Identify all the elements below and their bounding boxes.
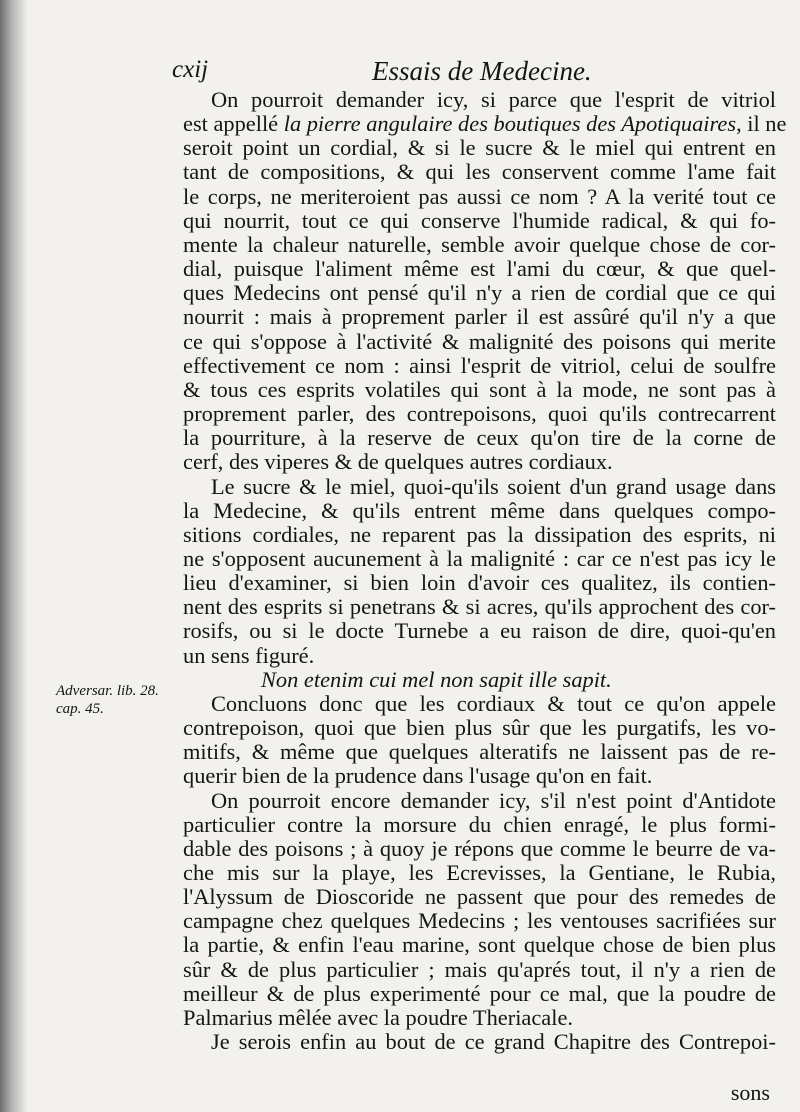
- text-line: [183, 354, 776, 378]
- text-line: [183, 330, 776, 354]
- line-text: nourrit : mais à proprement parler il est assûré qu'il n'y a que: [183, 304, 776, 330]
- line-text: ce qui s'oppose à l'activité & malignité des poisons qui merite: [183, 328, 776, 354]
- line-text: On pourroit encore demander icy, s'il n'est point d'Antidote: [211, 787, 776, 813]
- text-line: [183, 813, 776, 837]
- line-text: & tous ces esprits volatiles qui sont à la mode, ne sont pas à: [183, 376, 776, 402]
- catchword: sons: [730, 1080, 770, 1105]
- text-line: [183, 523, 776, 547]
- line-text: mente la chaleur naturelle, semble avoir quelque chose de cor-: [183, 231, 776, 257]
- line-text: est appellé: [183, 111, 284, 137]
- text-line: [183, 160, 776, 184]
- line-text: la partie, & enfin l'eau marine, sont quelque chose de bien plus: [183, 932, 776, 958]
- line-text: proprement parler, des contrepoisons, quoi qu'ils contrecarrent: [183, 401, 776, 427]
- text-line: [183, 281, 776, 305]
- text-line: [183, 257, 776, 281]
- margin-note-line: cap. 45.: [56, 701, 104, 717]
- text-line: [183, 619, 776, 643]
- line-text: sitions cordiales, ne reparent pas la dissipation des esprits, ni: [183, 521, 776, 547]
- text-line: [183, 982, 776, 1006]
- line-text: che mis sur la playe, les Ecrevisses, la Gentiane, le Rubia,: [183, 860, 776, 885]
- line-text: l'Alyssum de Dioscoride ne passent que pour des remedes de: [183, 884, 776, 910]
- line-text: dial, puisque l'aliment même est l'ami du cœur, & que quel-: [183, 256, 776, 282]
- line-text: Le sucre & le miel, quoi-qu'ils soient d'un grand usage dans: [211, 473, 776, 499]
- line-text: le corps, ne meriteroient pas aussi ce nom ? A la verité tout ce: [183, 183, 776, 209]
- line-text: lieu d'examiner, si bien loin d'avoir ces qualitez, ils contien-: [183, 570, 776, 596]
- text-line: [183, 571, 776, 595]
- line-text: cerf, des viperes & de quelques autres cordiaux.: [183, 449, 613, 475]
- line-text: meilleur & de plus experimenté pour ce mal, que la poudre de: [183, 980, 776, 1006]
- text-line: [183, 909, 776, 933]
- line-text: sûr & de plus particulier ; mais qu'aprés tout, il n'y a rien de: [183, 956, 776, 982]
- text-line: [183, 958, 776, 982]
- line-text: effectivement ce nom : ainsi l'esprit de vitriol, celui de soulfre: [183, 352, 776, 378]
- text-line: [183, 668, 776, 692]
- text-line: [183, 1006, 776, 1030]
- line-text: tant de compositions, & qui les conservent comme l'ame fait: [183, 159, 776, 185]
- line-text: qui nourrit, tout ce qui conserve l'humide radical, & qui fo-: [183, 207, 776, 233]
- text-line: [183, 426, 776, 450]
- text-line: [183, 861, 776, 885]
- line-text: mitifs, & même que quelques alteratifs ne laissent pas de re-: [183, 739, 776, 765]
- text-line: [183, 233, 776, 257]
- line-text: ques Medecins ont pensé qu'il n'y a rien de cordial que ce qui: [183, 280, 776, 306]
- text-line: [183, 378, 776, 402]
- line-text: On pourroit demander icy, si parce que l'esprit de vitriol: [211, 87, 776, 112]
- italic-text: Non etenim cui mel non sapit ille sapit.: [261, 666, 612, 692]
- line-text: nent des esprits si penetrans & si acres, qu'ils approchent des cor-: [183, 594, 776, 620]
- text-line: [183, 644, 776, 668]
- binding-shadow: [0, 0, 28, 1112]
- text-line: [183, 499, 776, 523]
- text-line: [183, 1030, 776, 1054]
- text-line: [183, 764, 776, 788]
- line-text: la pourriture, à la reserve de ceux qu'on tire de la corne de: [183, 425, 776, 451]
- text-line: [183, 789, 776, 813]
- line-text: particulier contre la morsure du chien enragé, le plus formi-: [183, 811, 776, 837]
- page-header: [172, 56, 772, 88]
- text-line: [183, 933, 776, 957]
- line-text: un sens figuré.: [183, 642, 315, 668]
- body-text: [183, 87, 787, 1055]
- text-line: [183, 692, 776, 716]
- text-line: [183, 136, 776, 160]
- text-line: [183, 595, 776, 619]
- text-line: [183, 716, 776, 740]
- line-text: seroit point un cordial, & si le sucre & le miel qui entrent en: [183, 135, 776, 161]
- line-text: la Medecine, & qu'ils entrent même dans quelques compo-: [183, 497, 776, 523]
- text-line: [183, 885, 776, 909]
- text-line: [183, 88, 776, 112]
- line-text: ne s'opposent aucunement à la malignité : car ce n'est pas icy le: [183, 545, 776, 571]
- line-text: Palmarius mêlée avec la poudre Theriacale.: [183, 1004, 573, 1030]
- text-line: [183, 837, 776, 861]
- text-line: [183, 475, 776, 499]
- running-title: Essais de Medecine.: [372, 56, 592, 86]
- text-line: [183, 209, 776, 233]
- margin-note-line: Adversar. lib. 28.: [56, 683, 159, 699]
- line-text: Je serois enfin au bout de ce grand Chapitre des Contrepoi-: [211, 1029, 776, 1055]
- text-line: [183, 111, 787, 137]
- line-text: Concluons donc que les cordiaux & tout ce qu'on appele: [211, 690, 776, 716]
- margin-note: [56, 682, 186, 718]
- italic-text: la pierre angulaire des boutiques des Apotiquaires: [283, 111, 737, 137]
- line-text: , il ne: [736, 111, 787, 137]
- text-line: [183, 185, 776, 209]
- line-text: querir bien de la prudence dans l'usage qu'on en fait.: [183, 763, 653, 789]
- line-text: rosifs, ou si le docte Turnebe a eu raison de dire, quoi-qu'en: [183, 618, 776, 644]
- text-line: [183, 402, 776, 426]
- page-number: cxij: [172, 56, 209, 83]
- text-line: [183, 740, 776, 764]
- text-line: [183, 547, 776, 571]
- line-text: campagne chez quelques Medecins ; les ventouses sacrifiées sur: [183, 908, 776, 934]
- text-line: [183, 450, 776, 474]
- text-line: [183, 305, 776, 329]
- line-text: contrepoison, quoi que bien plus sûr que les purgatifs, les vo-: [183, 715, 776, 741]
- line-text: dable des poisons ; à quoy je répons que comme le beurre de va-: [183, 835, 776, 861]
